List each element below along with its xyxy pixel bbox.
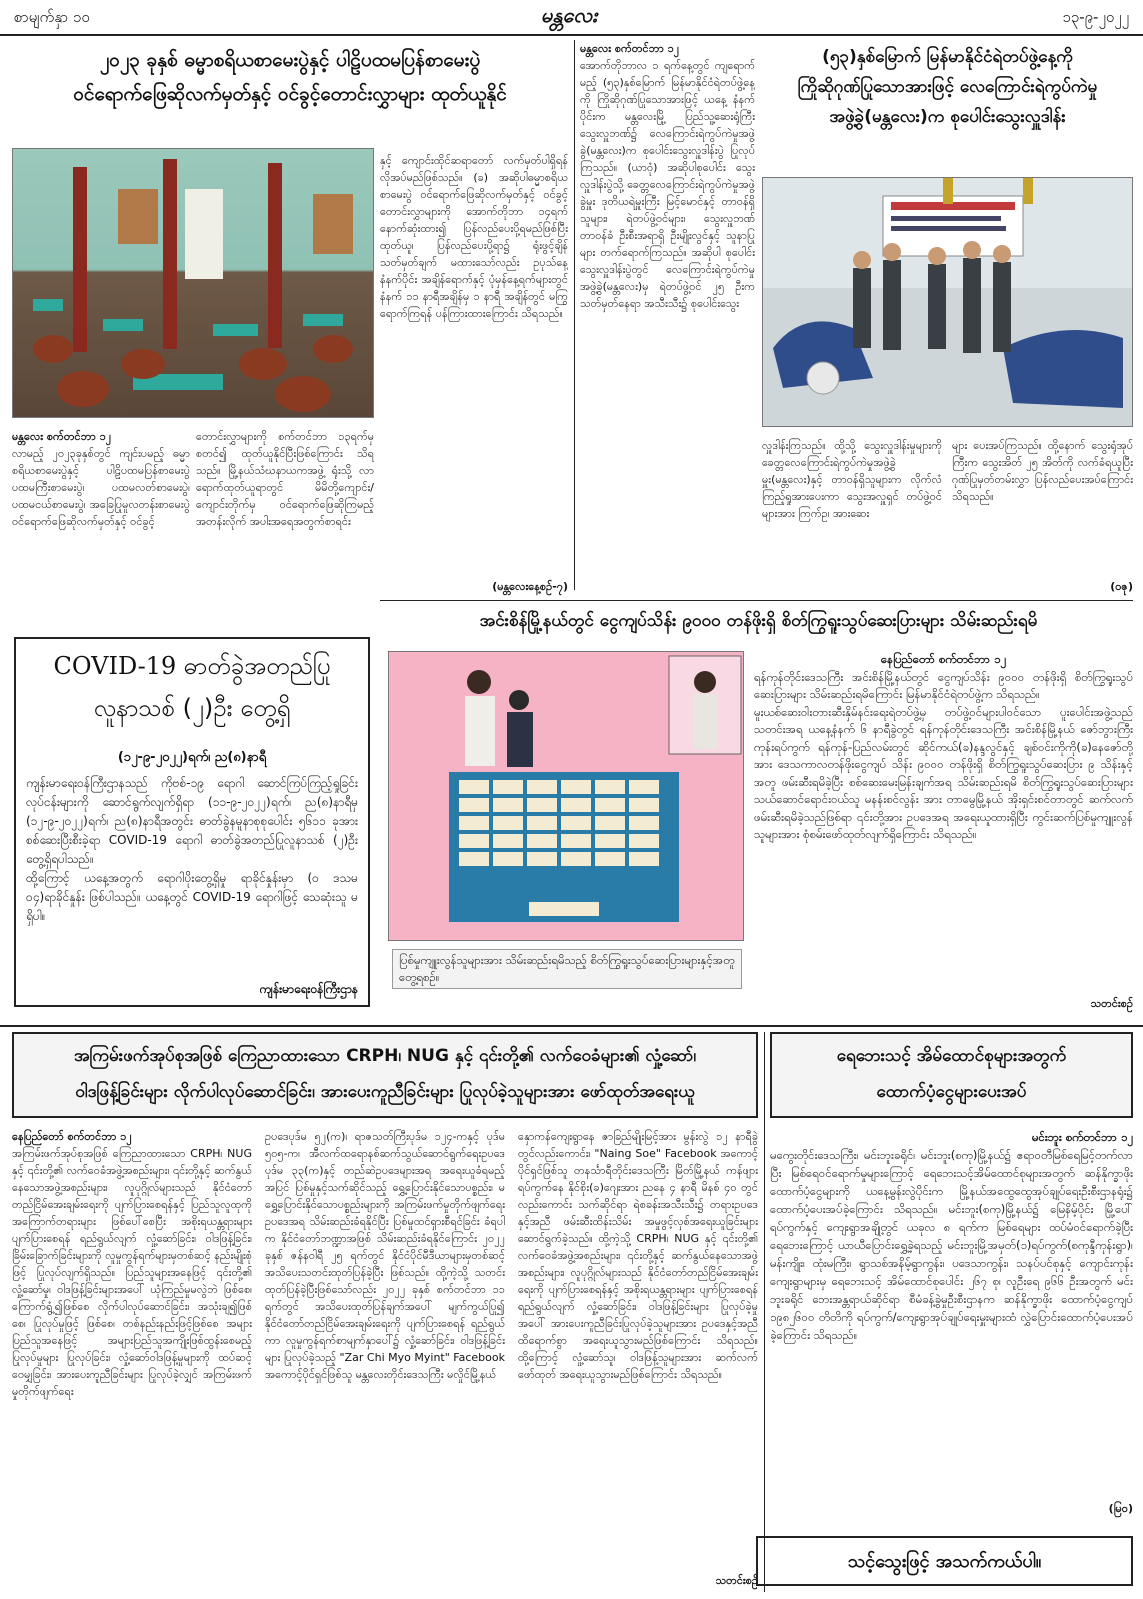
- section-divider: [0, 1025, 1143, 1027]
- article-drug-seizure: [384, 605, 1133, 1020]
- headline-box: [12, 1032, 758, 1118]
- headline: အင်းစိန်မြို့နယ်တွင် ငွေကျပ်သိန်း ၉၀၀၀ တန်ဖိုးရှိ စိတ်ကြွရူးသွပ်ဆေးပြားများ သိမ်းဆည်းရမိ: [479, 611, 1038, 631]
- headline: ဝင်ရောက်ဖြေဆိုလက်မှတ်နှင့် ဝင်ခွင့်တောင်းလွှာများ ထုတ်ယူနိုင်: [73, 83, 507, 105]
- seized-tablets-illustration: [389, 652, 743, 940]
- article-column: နှင့် ကျောင်းထိုင်ဆရာတော် လက်မှတ်ပါရှိရန် လိုအပ်မည်ဖြစ်သည်။ (ခ) အဆိုပါဓမ္မာစရိယစာမေးပွဲ ဝင်ရောက်ဖြေဆိုလက်မှတ်နှင့် ဝင်ခွင့်တောင်းလွှာများကို အောက်တိုဘာ ၁၄ရက် နောက်ဆုံးထား၍ ပြန်လည်ပေးပို့ရမည်ဖြစ်ပြီး ထုတ်ယူ၊ ပြန်လည်ပေးပို့ရာ၌ ရုံးဖွင့်ချိန် သတ်မှတ်ချက် မထားသော်လည်း ဥပုသ်နေ့ နံနက်ပိုင်း အချိန်ရောက်နှင့် ပုံမှန်နေ့ရက်များတွင် နံနက် ၁၁ နာရီအချိန်မှ ၁ နာရီ အချိန်တွင် မကြွရောက်ကြရန် ပန်ကြားထားကြောင်း သိရသည်။: [380, 154, 568, 320]
- blood-donation-photo: [762, 177, 1133, 427]
- promo-text: သင့်သွေးဖြင့် အသက်ကယ်ပါ။: [847, 1551, 1042, 1572]
- dateline: မန္တလေး စက်တင်ဘာ ၁၂: [12, 430, 112, 443]
- article-body: ကျန်းမာရေးဝန်ကြီးဌာနသည် ကိုဗစ်-၁၉ ရောဂါ ဆောင်ကြပ်ကြည့်ရှုခြင်းလုပ်ငန်းများကို ဆောင်ရွက်လျက်ရှိရာ (၁၁-၉-၂၀၂၂)ရက်၊ ည(၈)နာရီမှ (၁၂-၉-၂၀၂၂)ရက်၊ ည(၈)နာရီအတွင်း ဓာတ်ခွဲနမူနာစုစုပေါင်း ၅၆၁၁ ခုအား စစ်ဆေးပြီးစီးခဲ့ရာ COVID-19 ရောဂါ ဓာတ်ခွဲအတည်ပြုလူနာသစ် (၂)ဦး တွေ့ရှိရပါသည်။ ထို့ကြောင့် ယနေ့အတွက် ရောဂါပိုးတွေ့ရှိမှု ရာခိုင်နှုန်းမှာ (၀ ဒသမ ၀၄)ရာခိုင်နှုန်း ဖြစ်ပါသည်။ ယနေ့တွင် COVID-19 ရောဂါဖြင့် သေဆုံးသူ မရှိပါ။: [26, 776, 358, 923]
- page-header: [0, 0, 1143, 36]
- headline: ၂၀၂၃ ခုနှစ် ဓမ္မာစရိယစာမေးပွဲနှင့် ပါဠိပထမပြန်စာမေးပွဲ: [99, 49, 481, 71]
- article-byline: ကျန်းမာရေးဝန်ကြီးဌာန: [259, 982, 358, 996]
- article-column: လှူဒါန်းကြသည်။ ထို့သို့ သွေးလှူဒါန်းမှုများကို ခေတ္တလေကြောင်းရဲကွပ်ကဲမှုအဖွဲ့ခွဲမှူး(မန္တလေး)နှင့် တာဝန်ရှိသူများက လိုက်လံကြည့်ရှုအားပေးကာ သွေးအလှူရှင် တပ်ဖွဲ့ဝင်များအား ကြက်ဥ၊ အားဆေး: [762, 439, 942, 520]
- article-exam: [12, 40, 568, 595]
- article-crph-nug: [12, 1032, 758, 1592]
- headline: ရေဘေးသင့် အိမ်ထောင်စုများအတွက်: [836, 1046, 1067, 1066]
- headline: (၅၃)နှစ်မြောက် မြန်မာနိုင်ငံရဲတပ်ဖွဲ့နေ့ကို: [822, 47, 1073, 67]
- dateline: မန္တလေး စက်တင်ဘာ ၁၂: [580, 42, 680, 55]
- article-flood-relief: [770, 1032, 1133, 1522]
- article-body: မင်းဘူး စက်တင်ဘာ ၁၂ မကွေးတိုင်းဒေသကြီး၊ မင်းဘူးခရိုင်၊ မင်းဘူး(စကု)မြို့နယ်၌ ဧရာဝတီမြစ်ရေမြင့်တက်လာပြီး မြစ်ရေဝင်ရောက်မှုများကြောင့် ရေဘေးသင့်အိမ်ထောင်စုများအတွက် ဆန်နိုက္ခာဖိုး ထောက်ပံ့ငွေများကို ယနေ့မွန်းလွဲပိုင်းက မြို့နယ်အထွေထွေအုပ်ချုပ်ရေးဦးစီးဌာနရုံး၌ ထောက်ပံ့ပေးအပ်ခဲ့ကြောင်း သိရသည်။ မင်းဘူး(စကု)မြို့နယ်၌ မြေနိမ့်ပိုင်း မြို့ပေါ်ရပ်ကွက်နှင့် ကျေးရွာအချို့တွင် ယခုလ ၈ ရက်က မြစ်ရေများ ထပ်မံဝင်ရောက်ခဲ့ပြီး ရေဘေးကြောင့် ယာယီပြောင်းရွှေ့ခဲ့ရသည့် မင်းဘူးမြို့အမှတ်(၁)ရပ်ကွက်(စကုန္ဒီကုန်းရွာ)၊ မန်းကျိုး၊ ထုံးမကြီး၊ ရွာသစ်အနိမ့်ရွာကွန်း၊ ပဒေသာကွန်း၊ သနပ်ပင်စုနှင့် ကျောင်းကုန်းကျေးရွာများမှ ရေဘေးသင့် အိမ်ထောင်စုပေါင်း ၂၆၇ စု၊ လူဦးရေ ၉၆၆ ဦးအတွက် မင်းဘူးခရိုင် ဘေးအန္တရာယ်ဆိုင်ရာ စီမံခန့်ခွဲမှုဦးစီးဌာနက ဆန်နိုက္ခာဖိုး ထောက်ပံ့ငွေကျပ် ၁၉၈၂၆၀၀ တိတိကို ရပ်ကွက်/ကျေးရွာအုပ်ချုပ်ရေးမှူးများထံ လွှဲပြောင်းထောက်ပံ့ပေးအပ်ခဲ့ကြောင်း သိရသည်။: [770, 1130, 1133, 1342]
- dateline: နေပြည်တော် စက်တင်ဘာ ၁၂: [880, 652, 1007, 666]
- column-divider: [764, 1032, 765, 1592]
- article-byline: သတင်းစဉ်: [715, 1574, 758, 1587]
- headline: COVID-19 ဓာတ်ခွဲအတည်ပြု: [53, 652, 331, 680]
- article-column: မန္တလေး စက်တင်ဘာ ၁၂ လာမည့် ၂၀၂၃ခုနှစ်တွင် ကျင်းပမည့် ဓမ္မာစရိယစာမေးပွဲနှင့် ပါဠိပထမပြန်စာမေးပွဲ ပထမကြီးစာမေးပွဲ၊ ပထမလတ်စာမေးပွဲ၊ ပထမငယ်စာမေးပွဲ၊ အခြေပြုမူလတန်းစာမေးပွဲ ဝင်ရောက်ဖြေဆိုလက်မှတ်နှင့် ဝင်ခွင့်: [12, 430, 190, 528]
- article-column: နေပြည်တော် စက်တင်ဘာ ၁၂ အကြမ်းဖက်အုပ်စုအဖြစ် ကြေညာထားသော CRPH၊ NUG နှင့် ၎င်းတို့၏ လက်ဝေခံအဖွဲ့အစည်းများ၊ ၎င်းတို့နှင့် ဆက်နွယ်နေသောအဖွဲ့အစည်းများ၊ လူပုဂ္ဂိုလ်များသည် နိုင်ငံတော်တည်ငြိမ်အေးချမ်းရေးကို ပျက်ပြားစေရန်နှင့် ပြည်သူလူထုကို အကြောက်တရားများ ဖြစ်ပေါ်စေပြီး အစိုးရယန္တရားများ ပျက်ပြားစေရန် ရည်ရွယ်လျက် လှုံ့ဆော်ခြင်း၊ ဝါဒဖြန့်ခြင်း၊ ခြိမ်းခြောက်ခြင်းများကို လူမှုကွန်ရက်များမှတစ်ဆင့် နည်းမျိုးစုံဖြင့် ပြုလုပ်လျက်ရှိသည်။ ပြည်သူများအနေဖြင့် ၎င်းတို့၏ လှုံ့ဆော်မှု၊ ဝါဒဖြန့်ခြင်းများအပေါ် ယုံကြည်မှုမလွဲဘဲ ဖြစ်စေ၊ ကြောက်ရွံ့၍ဖြစ်စေ လိုက်ပါလုပ်ဆောင်ခြင်း၊ အသုံးချ၍ဖြစ်စေ၊ ပြုလုပ်မှုဖြင့် ဖြစ်စေ၊ တစ်နည်းနည်းဖြင့်ဖြစ်စေ အများပြည်သူအနေဖြင့် အများပြည်သူအကျိုးဖြစ်ထွန်းစေမည့် ပြုလုပ်မှုများ ပြုလုပ်ခြင်း၊ လှုံ့ဆော်ဝါဒဖြန့်မှုများကို ထပ်ဆင့်ဝေမျှခြင်း၊ အားပေးကူညီခြင်းများ ပြုလုပ်ခဲ့လျှင် အကြမ်းဖက်မှုတိုက်ဖျက်ရေး: [12, 1130, 252, 1398]
- section-divider: [380, 600, 1133, 601]
- headline: လူနာသစ် (၂)ဦး တွေ့ရှိ: [93, 694, 291, 722]
- issue-date: ၁၃-၉-၂၀၂၂: [1062, 8, 1129, 26]
- subhead: (၁၂-၉-၂၀၂၂)ရက်၊ ည(၈)နာရီ: [117, 750, 267, 765]
- article-column: ဥပဒေပုဒ်မ ၅၂(က)၊ ရာဇသတ်ကြီးပုဒ်မ ၁၂၄-ကနှင့် ပုဒ်မ ၅၀၅-က၊ အီလက်ထရောနစ်ဆက်သွယ်ဆောင်ရွက်ရေးဥပဒေပုဒ်မ ၃၃(က)နှင့် တည်ဆဲဥပဒေများအရ အရေးယူခံရမည့်အပြင် ပြစ်မှုနှင့်သက်ဆိုင်သည့် ရွှေ့ပြောင်းနိုင်သောပစ္စည်း၊ မရွှေ့ပြောင်းနိုင်သောပစ္စည်းများကို အကြမ်းဖက်မှုတိုက်ဖျက်ရေးဥပဒေအရ သိမ်းဆည်းခံရနိုင်ပြီး ပြစ်မှုထင်ရှားစီရင်ခြင်း ခံရပါက နိုင်ငံတော်ဘဏ္ဍာအဖြစ် သိမ်းဆည်းခံရနိုင်ကြောင်း ၂၀၂၂ ခုနှစ် ဇန်နဝါရီ ၂၅ ရက်တွင် နိုင်ငံပိုင်မီဒီယာများမှတစ်ဆင့် အသိပေးသတင်းထုတ်ပြန်ခဲ့ပြီး ဖြစ်သည်။ ထို့ကဲ့သို့ သတင်းထုတ်ပြန်ခဲ့ပြီးဖြစ်သော်လည်း ၂၀၂၂ ခုနှစ် စက်တင်ဘာ ၁၁ ရက်တွင် အသိပေးထုတ်ပြန်ချက်အပေါ် မျက်ကွယ်ပြု၍ နိုင်ငံတော်တည်ငြိမ်အေးချမ်းရေးကို ပျက်ပြားစေရန် ရည်ရွယ်ကာ လူမှုကွန်ရက်စာမျက်နှာပေါ်၌ လှုံ့ဆော်ခြင်း၊ ဝါဒဖြန့်ခြင်းများ ပြုလုပ်ခဲ့သည့် "Zar Chi Myo Myint" Facebook အကောင့်ပိုင်ရှင်ဖြစ်သူ မန္တလေးတိုင်းဒေသကြီး မလှိုင်မြို့နယ်: [265, 1130, 505, 1381]
- article-byline: (မြ၀): [1108, 1502, 1133, 1515]
- blood-donation-promo: [756, 1536, 1133, 1586]
- exam-hall-illustration: [13, 149, 373, 417]
- article-body: နေပြည်တော် စက်တင်ဘာ ၁၂ ရန်ကုန်တိုင်းဒေသကြီး အင်းစိန်မြို့နယ်တွင် ငွေကျပ်သိန်း ၉၀၀၀ တန်ဖိုးရှိ စိတ်ကြွရူးသွပ်ဆေးပြားများ သိမ်းဆည်းရမိကြောင်း မြန်မာနိုင်ငံရဲတပ်ဖွဲ့က သိရသည်။ မူးယစ်ဆေးဝါးတားဆီးနှိမ်နင်းရေးရဲတပ်ဖွဲ့မှ တပ်ဖွဲ့ဝင်များပါဝင်သော ပူးပေါင်းအဖွဲ့သည် သတင်းအရ ယနေ့နံနက် ၆ နာရီခွဲတွင် ရန်ကုန်တိုင်းဒေသကြီး အင်းစိန်မြို့နယ် ဇော်ဘွားကြီးကုန်းရပ်ကွက် ရန်ကုန်-ပြည်လမ်းတွင် ဆိုင်ကယ်(ခ)နန္ဒလွင်နှင့် ချစ်ဝင်းကိုကို(ခ)နေဇော်တို့အား ဒေသကာလတန်ဖိုးငွေကျပ် သိန်း ၉၀၀၀ တန်ဖိုးရှိ စိတ်ကြွရူးသွပ်ဆေးပြား ၉ သိန်းနှင့်အတူ ဖမ်းဆီးရမိခဲ့ပြီး စစ်ဆေးမေးမြန်းချက်အရ သိမ်းဆည်းရမိ စိတ်ကြွရူးသွပ်ဆေးပြားများ သယ်ဆောင်ရောင်းဝယ်သူ မနန်းစင်လွန်း အား တာမွေမြို့နယ် အိုးရှင်းစင်တာတွင် ဆက်လက်ဖမ်းဆီးရမိခဲ့သည်ဖြစ်ရာ ၎င်းတို့အား ဥပဒေအရ အရေးယူထားရှိပြီး ကွင်းဆက်ပြစ်မှုကျူးလွန်သူများအား စုံစမ်းဖော်ထုတ်လျက်ရှိကြောင်း သိရသည်။: [754, 652, 1133, 841]
- article-column: နှောကန်ကျေးရွာနေ ဇာခြည်မျိုးမြင့်အား မွန်းလွဲ ၁၂ နာရီခွဲတွင်လည်းကောင်း၊ "Naing Soe" Facebook အကောင့်ပိုင်ရှင်ဖြစ်သူ တနင်္သာရီတိုင်းဒေသကြီး မြိတ်မြို့နယ် ကန်ဖျားရပ်ကွက်နေ နိုင်စိုး(ခ)ဂျေးအား ညနေ ၄ နာရီ မိနစ် ၄၀ တွင်လည်းကောင်း သက်ဆိုင်ရာ ရဲစခန်းအသီးသီး၌ တရားဥပဒေနှင့်အညီ ဖမ်းဆီးထိန်းသိမ်း အမှုဖွင့်လှစ်အရေးယူခြင်းများ ဆောင်ရွက်ခဲ့သည်။ ထို့ကဲ့သို့ CRPH၊ NUG နှင့် ၎င်းတို့၏ လက်ဝေခံအဖွဲ့အစည်းများ၊ ၎င်းတို့နှင့် ဆက်နွယ်နေသောအဖွဲ့အစည်းများ၊ လူပုဂ္ဂိုလ်များသည် နိုင်ငံတော်တည်ငြိမ်အေးချမ်းရေးကို ပျက်ပြားစေရန်နှင့် အစိုးရယန္တရားများ ပျက်ပြားစေရန် ရည်ရွယ်လျက် လှုံ့ဆော်ခြင်း၊ ဝါဒဖြန့်ခြင်းများ ပြုလုပ်ခဲ့မှုအပေါ် အားပေးကူညီခြင်းပြုလုပ်ခဲ့သူများအား ဥပဒေနှင့်အညီ ထိရောက်စွာ အရေးယူသွားမည်ဖြစ်ကြောင်း သိရသည်။ ထို့ကြောင့် လှုံ့ဆော်သူ၊ ဝါဒဖြန့်သူများအား ဆက်လက်ဖော်ထုတ် အရေးယူသွားမည်ဖြစ်ကြောင်း သိရသည်။: [518, 1130, 758, 1381]
- article-blood-donation: [580, 40, 1133, 595]
- drug-seizure-photo: [388, 651, 744, 941]
- column-divider: [574, 40, 575, 590]
- dateline: မင်းဘူး စက်တင်ဘာ ၁၂: [1031, 1130, 1133, 1144]
- headline: ထောက်ပံ့ငွေများပေးအပ်: [876, 1082, 1027, 1102]
- article-byline: သတင်းစဉ်: [1090, 997, 1133, 1010]
- headline-box: [770, 1032, 1133, 1118]
- article-byline: (မန္တလေးနေ့စဉ်-၇): [492, 580, 568, 593]
- headline: ကြိုဆိုဂုဏ်ပြုသောအားဖြင့် လေကြောင်းရဲကွပ်ကဲမှု: [797, 77, 1098, 97]
- page-number: စာမျက်နှာ ၁၀: [14, 8, 90, 26]
- article-byline: (ဝဇု): [1110, 580, 1133, 593]
- headline: အဖွဲ့ခွဲ(မန္တလေး)က စုပေါင်းသွေးလှူဒါန်း: [829, 107, 1066, 127]
- donation-room-illustration: [763, 178, 1132, 426]
- article-column: တောင်းလွှာများကို စက်တင်ဘာ ၁၃ရက်မှစတင်၍ ထုတ်ယူနိုင်ပြီးဖြစ်ကြောင်း သိရသည်။ မြို့နယ်သံဃနာယကအဖွဲ့ ရုံးသို့ လာရောက်ထုတ်ယူရာတွင် မိမိတို့ကျောင်း/ကျောင်းတိုက်မှ ဝင်ရောက်ဖြေဆိုကြမည့် အတန်းလိုက် အပါးအရေအတွက်စာရင်း: [196, 430, 374, 528]
- covid-box: [14, 637, 370, 1007]
- article-column: များ ပေးအပ်ကြသည်။ ထို့နောက် သွေးရုံအုပ်ကြီးက သွေးအိတ် ၂၅ အိတ်ကို လက်ခံရယူပြီး ဂုဏ်ပြုမှတ်တမ်းလွှာ ပြန်လည်ပေးအပ်ကြောင်း သိရသည်။: [952, 439, 1133, 503]
- article-column: မန္တလေး စက်တင်ဘာ ၁၂ အောက်တိုဘာလ ၁ ရက်နေ့တွင် ကျရောက်မည့် (၅၃)နှစ်မြောက် မြန်မာနိုင်ငံရဲတပ်ဖွဲ့နေ့ကို ကြိုဆိုဂုဏ်ပြုသောအားဖြင့် ယနေ့ နံနက်ပိုင်းက မန္တလေးမြို့ ပြည်သူ့ဆေးရုံကြီး သွေးလှူဘဏ်၌ လေကြောင်းရဲကွပ်ကဲမှုအဖွဲ့ခွဲ(မန္တလေး)က စုပေါင်းသွေးလှူဒါန်းပွဲ ပြုလုပ်ကြသည်။ (ယာဝုံ) အဆိုပါစုပေါင်း သွေးလှူဒါန်းပွဲသို့ ခေတ္တလေကြောင်းရဲကွပ်ကဲမှုအဖွဲ့ခွဲမှူး ဒုတိယရဲမှူးကြီး မြင့်မောင်နှင့် တာဝန်ရှိသူများ၊ ရဲတပ်ဖွဲ့ဝင်များ၊ သွေးလှူဘဏ်တာဝန်ခံ ဦးစီးအရာရှိ ဦးမျိုးလွင်နှင့် သူနာပြုများ တက်ရောက်ကြသည်။ အဆိုပါ စုပေါင်းသွေးလှူဒါန်းပွဲတွင် လေကြောင်းရဲကွပ်ကဲမှုအဖွဲ့ခွဲ(မန္တလေး)မှ ရဲတပ်ဖွဲ့ဝင် ၂၅ ဦးက သတ်မှတ်နေရာ အသီးသီး၌ စုပေါင်းသွေး: [580, 42, 755, 310]
- photo-caption: ပြစ်မှုကျူးလွန်သူများအား သိမ်းဆည်းရမိသည့် စိတ်ကြွရူးသွပ်ဆေးပြားများနှင့်အတူ တွေ့ရစဉ်။: [392, 949, 742, 989]
- monks-exam-photo: [12, 148, 374, 418]
- masthead-logo: မန္တလေး: [540, 3, 598, 27]
- headline: အကြမ်းဖက်အုပ်စုအဖြစ် ကြေညာထားသော CRPH၊ NUG နှင့် ၎င်းတို့၏ လက်ဝေခံများ၏ လှုံ့ဆော်၊: [73, 1046, 697, 1066]
- dateline: နေပြည်တော် စက်တင်ဘာ ၁၂: [12, 1130, 132, 1143]
- headline: ဝါဒဖြန့်ခြင်းများ လိုက်ပါလုပ်ဆောင်ခြင်း၊ အားပေးကူညီခြင်းများ ပြုလုပ်ခဲ့သူများအား ဖော်ထုတ်အရေးယူ: [75, 1082, 695, 1102]
